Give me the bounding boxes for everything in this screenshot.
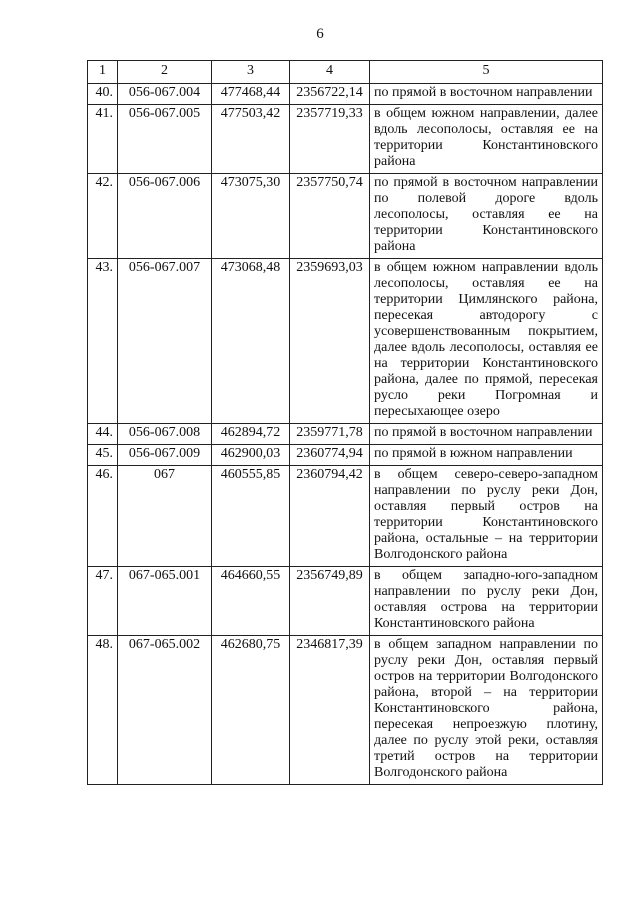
table-row: [88, 259, 603, 424]
point-code: 056-067.007: [118, 259, 212, 424]
page-number: 6: [316, 26, 324, 42]
table-row: [88, 466, 603, 567]
x-coordinate: 473075,30: [212, 174, 290, 259]
y-coordinate: 2357719,33: [290, 105, 370, 174]
boundary-description: в общем южном направлении, далее вдоль лесополосы, оставляя ее на территории Константиновского района: [370, 105, 603, 174]
table-row: [88, 424, 603, 445]
y-coordinate: 2357750,74: [290, 174, 370, 259]
x-coordinate: 460555,85: [212, 466, 290, 567]
point-code: 056-067.004: [118, 84, 212, 105]
row-number: 43.: [88, 259, 118, 424]
header-row: [88, 61, 603, 84]
table-body: [88, 84, 603, 785]
column-header-description: 5: [370, 61, 603, 84]
point-code: 067: [118, 466, 212, 567]
table-header: [88, 61, 603, 84]
row-number: 48.: [88, 636, 118, 785]
row-number: 42.: [88, 174, 118, 259]
x-coordinate: 462900,03: [212, 445, 290, 466]
table-row: [88, 636, 603, 785]
point-code: 056-067.006: [118, 174, 212, 259]
boundary-description: по прямой в восточном направлении: [370, 84, 603, 105]
boundary-description: по прямой в восточном направлении по полевой дороге вдоль лесополосы, оставляя ее на территории Константиновского района: [370, 174, 603, 259]
boundary-description: по прямой в восточном направлении: [370, 424, 603, 445]
column-header-y-coordinate: 4: [290, 61, 370, 84]
boundary-description: в общем западном направлении по руслу реки Дон, оставляя первый остров на территории Волгодонского района, второй – на территории Константиновского района, пересекая непроезжую плотину, далее по руслу этой реки, оставляя третий остров на территории Волгодонского района: [370, 636, 603, 785]
x-coordinate: 473068,48: [212, 259, 290, 424]
y-coordinate: 2360774,94: [290, 445, 370, 466]
boundary-description: в общем западно-юго-западном направлении по руслу реки Дон, оставляя острова на территории Константиновского района: [370, 567, 603, 636]
row-number: 44.: [88, 424, 118, 445]
point-code: 056-067.008: [118, 424, 212, 445]
y-coordinate: 2356722,14: [290, 84, 370, 105]
x-coordinate: 477503,42: [212, 105, 290, 174]
y-coordinate: 2346817,39: [290, 636, 370, 785]
table-row: [88, 105, 603, 174]
y-coordinate: 2360794,42: [290, 466, 370, 567]
column-header-point-code: 2: [118, 61, 212, 84]
boundary-points-table: [87, 60, 603, 785]
table-row: [88, 84, 603, 105]
y-coordinate: 2359771,78: [290, 424, 370, 445]
x-coordinate: 462894,72: [212, 424, 290, 445]
boundary-description: в общем южном направлении вдоль лесополосы, оставляя ее на территории Цимлянского района, пересекая автодорогу с усовершенствованным покрытием, далее вдоль лесополосы, оставляя ее на территории Константиновского района, далее по прямой, пересекая русло реки Погромная и пересыхающее озеро: [370, 259, 603, 424]
point-code: 056-067.009: [118, 445, 212, 466]
boundary-description: в общем северо-северо-западном направлении по руслу реки Дон, оставляя первый остров на территории Константиновского района, остальные – на территории Волгодонского района: [370, 466, 603, 567]
row-number: 45.: [88, 445, 118, 466]
point-code: 056-067.005: [118, 105, 212, 174]
column-header-number: 1: [88, 61, 118, 84]
table-row: [88, 174, 603, 259]
point-code: 067-065.001: [118, 567, 212, 636]
row-number: 47.: [88, 567, 118, 636]
column-header-x-coordinate: 3: [212, 61, 290, 84]
y-coordinate: 2356749,89: [290, 567, 370, 636]
table-row: [88, 567, 603, 636]
point-code: 067-065.002: [118, 636, 212, 785]
x-coordinate: 477468,44: [212, 84, 290, 105]
x-coordinate: 464660,55: [212, 567, 290, 636]
table-row: [88, 445, 603, 466]
row-number: 46.: [88, 466, 118, 567]
boundary-description: по прямой в южном направлении: [370, 445, 603, 466]
row-number: 41.: [88, 105, 118, 174]
x-coordinate: 462680,75: [212, 636, 290, 785]
row-number: 40.: [88, 84, 118, 105]
y-coordinate: 2359693,03: [290, 259, 370, 424]
